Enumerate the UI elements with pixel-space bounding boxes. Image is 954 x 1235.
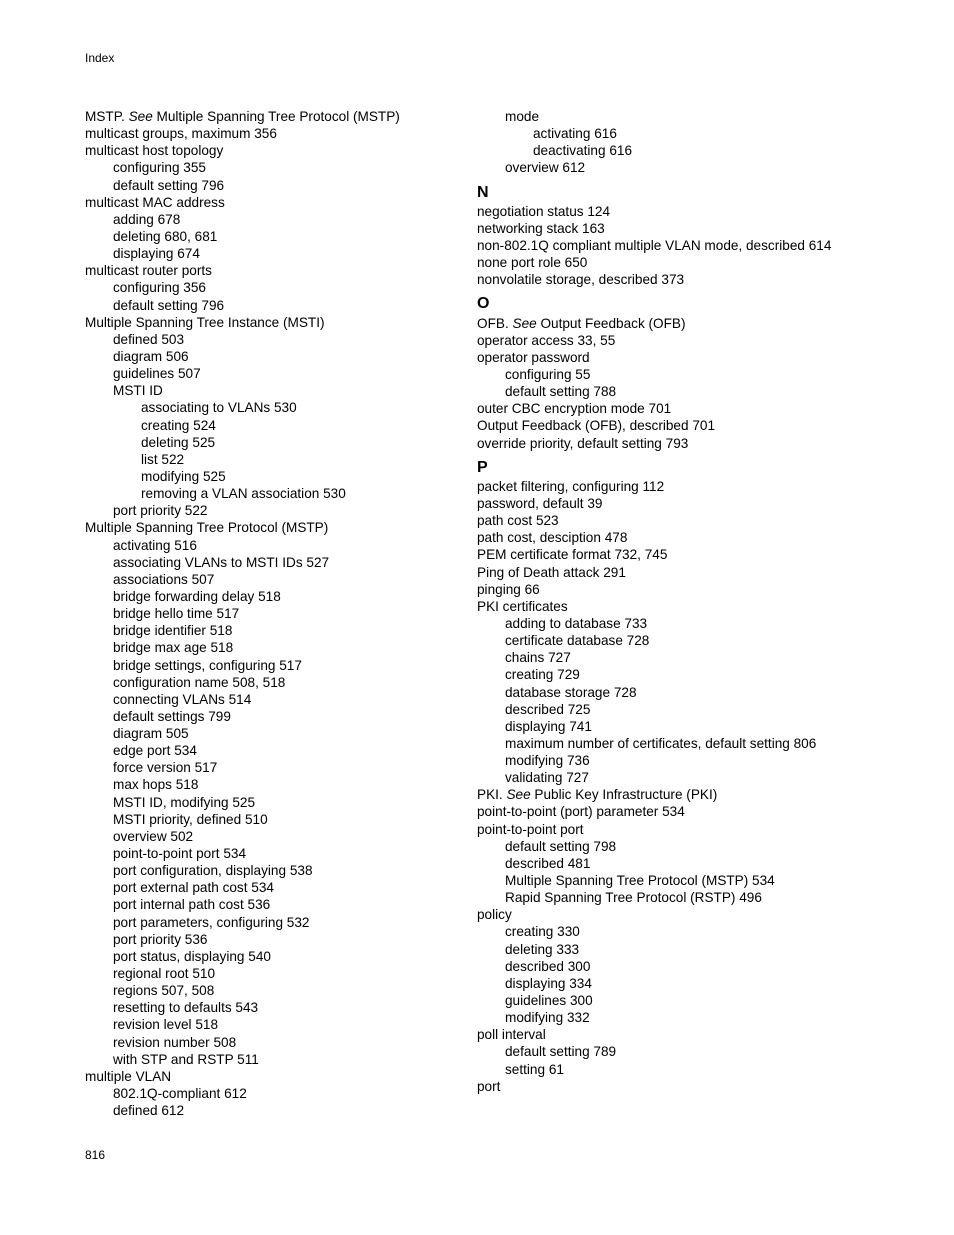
see-target: Multiple Spanning Tree Protocol (MSTP) [152,109,400,124]
index-entry: multicast MAC address [85,194,225,210]
index-entry: with STP and RSTP 511 [113,1051,259,1067]
index-entry: PKI certificates [477,598,568,614]
index-entry: non-802.1Q compliant multiple VLAN mode, described 614 [477,237,832,253]
index-entry: list 522 [141,451,185,467]
index-entry: creating 330 [505,924,580,940]
index-entry: creating 729 [505,667,580,683]
index-entry: multicast router ports [85,263,212,279]
index-entry: default settings 799 [113,708,231,724]
index-entry: default setting 788 [505,384,617,400]
index-entry: path cost, desciption 478 [477,530,628,546]
index-entry: adding to database 733 [505,615,648,631]
index-entry: bridge forwarding delay 518 [113,588,281,604]
index-entry [477,315,917,332]
index-entry-term: OFB. [477,315,513,331]
index-entry: displaying 334 [505,975,592,991]
index-entry: modifying 332 [505,1010,590,1026]
index-entry: regions 507, 508 [113,983,215,999]
index-entry: described 725 [505,701,591,717]
index-entry: port internal path cost 536 [113,897,271,913]
index-entry: described 300 [505,958,591,974]
index-entry: maximum number of certificates, default setting 806 [505,735,817,751]
index-entry: validating 727 [505,770,589,786]
index-entry: database storage 728 [505,684,637,700]
index-entry: deleting 680, 681 [113,228,218,244]
index-entry: bridge identifier 518 [113,623,233,639]
index-entry: displaying 674 [113,246,200,262]
index-entry: point-to-point (port) parameter 534 [477,804,685,820]
index-entry: point-to-point port [477,821,584,837]
index-entry: setting 61 [505,1061,564,1077]
index-entry: nonvolatile storage, described 373 [477,272,685,288]
index-entry: Multiple Spanning Tree Instance (MSTI) [85,314,325,330]
index-entry: Ping of Death attack 291 [477,564,626,580]
index-entry: configuring 356 [113,280,206,296]
index-entry: resetting to defaults 543 [113,1000,259,1016]
index-entry-term: PKI. [477,787,507,803]
index-entry: PEM certificate format 732, 745 [477,547,668,563]
running-header: Index [85,51,115,65]
index-entry: Multiple Spanning Tree Protocol (MSTP) [85,520,329,536]
index-entry: bridge hello time 517 [113,606,240,622]
index-entry [477,786,917,803]
index-entry: default setting 798 [505,838,617,854]
index-entry: operator access 33, 55 [477,332,616,348]
index-section-letter: P [477,458,488,476]
index-entry: chains 727 [505,650,571,666]
index-entry: multicast host topology [85,143,224,159]
index-entry [85,108,505,125]
index-entry: default setting 796 [113,177,225,193]
index-entry: diagram 505 [113,726,189,742]
index-entry: MSTI ID [113,383,163,399]
index-entry: modifying 525 [141,468,226,484]
index-entry: deleting 525 [141,434,216,450]
index-entry: overview 502 [113,828,194,844]
index-entry: multiple VLAN [85,1068,172,1084]
see-reference: See [128,109,153,124]
index-entry: mode [505,109,540,124]
index-entry: associating to VLANs 530 [141,400,297,416]
index-entry: configuration name 508, 518 [113,674,286,690]
index-entry: associating VLANs to MSTI IDs 527 [113,554,330,570]
index-entry: port priority 522 [113,503,208,519]
index-entry: described 481 [505,855,591,871]
index-entry: MSTI priority, defined 510 [113,811,268,827]
index-entry: negotiation status 124 [477,203,611,219]
index-entry: modifying 736 [505,753,590,769]
index-entry: port parameters, configuring 532 [113,914,310,930]
index-entry: Multiple Spanning Tree Protocol (MSTP) 534 [505,873,775,889]
index-entry: MSTI ID, modifying 525 [113,794,256,810]
index-column-left [85,108,505,1119]
index-entry: pinging 66 [477,581,540,597]
index-column-right [477,108,917,1095]
index-entry: connecting VLANs 514 [113,691,252,707]
index-entry: configuring 355 [113,160,206,176]
index-entry: certificate database 728 [505,633,650,649]
index-entry: defined 612 [113,1103,185,1119]
index-entry: guidelines 300 [505,993,593,1009]
index-entry: default setting 789 [505,1044,617,1060]
index-entry: Output Feedback (OFB), described 701 [477,418,716,434]
index-entry: port status, displaying 540 [113,948,271,964]
index-entry: port [477,1078,501,1094]
index-entry: networking stack 163 [477,220,605,236]
index-entry: guidelines 507 [113,366,201,382]
index-entry: bridge max age 518 [113,640,234,656]
index-entry: port configuration, displaying 538 [113,863,313,879]
index-entry: multicast groups, maximum 356 [85,126,277,142]
index-entry: removing a VLAN association 530 [141,486,346,502]
index-entry: deleting 333 [505,941,580,957]
index-entry: edge port 534 [113,743,197,759]
index-entry: revision level 518 [113,1017,219,1033]
index-entry: adding 678 [113,211,181,227]
index-entry-term: MSTP. [85,109,129,124]
index-entry: password, default 39 [477,495,603,511]
index-entry: port external path cost 534 [113,880,274,896]
index-entry: 802.1Q-compliant 612 [113,1086,247,1102]
index-entry: none port role 650 [477,255,588,271]
index-entry: max hops 518 [113,777,199,793]
see-target: Output Feedback (OFB) [536,315,686,331]
index-entry: defined 503 [113,331,185,347]
index-entry: bridge settings, configuring 517 [113,657,302,673]
index-entry: associations 507 [113,571,215,587]
index-entry: operator password [477,349,590,365]
index-entry: default setting 796 [113,297,225,313]
index-entry: force version 517 [113,760,218,776]
index-entry: port priority 536 [113,931,208,947]
index-entry: path cost 523 [477,513,559,529]
index-entry: policy [477,907,512,923]
index-entry: activating 516 [113,537,197,553]
index-section-letter: O [477,295,490,313]
index-entry: revision number 508 [113,1034,237,1050]
index-entry: diagram 506 [113,348,189,364]
index-entry: regional root 510 [113,966,216,982]
index-entry: Rapid Spanning Tree Protocol (RSTP) 496 [505,890,762,906]
see-reference: See [512,315,537,331]
index-entry: override priority, default setting 793 [477,435,689,451]
index-entry: creating 524 [141,417,216,433]
page-number: 816 [85,1148,106,1162]
index-section-letter: N [477,183,489,201]
index-entry: point-to-point port 534 [113,846,247,862]
index-entry: displaying 741 [505,718,592,734]
index-entry: poll interval [477,1027,546,1043]
see-reference: See [506,787,531,803]
index-entry: overview 612 [505,160,586,176]
index-entry: activating 616 [533,126,617,142]
index-entry: packet filtering, configuring 112 [477,478,665,494]
index-entry: configuring 55 [505,366,591,382]
see-target: Public Key Infrastructure (PKI) [530,787,718,803]
index-entry: outer CBC encryption mode 701 [477,401,672,417]
index-entry: deactivating 616 [533,143,633,159]
